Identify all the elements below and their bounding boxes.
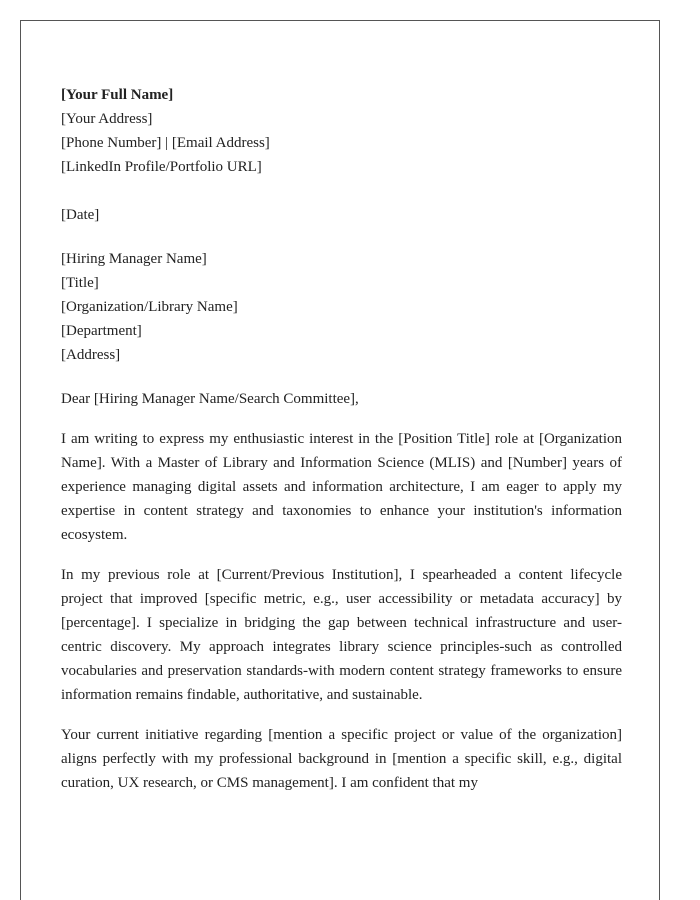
recipient-organization: [Organization/Library Name] bbox=[61, 299, 238, 315]
recipient-address: [Address] bbox=[61, 347, 121, 363]
date-block bbox=[61, 203, 622, 227]
recipient-department: [Department] bbox=[61, 323, 142, 339]
body-paragraph: In my previous role at [Current/Previous Institution], I spearheaded a content lifecycle project that improved [specific metric, e.g., user accessibility or metadata accuracy] by [percentage]. I specialize in bridging the gap between technical infrastructure and user-centric discovery. My approach integrates library science principles-such as controlled vocabularies and preservation standards-with modern content strategy frameworks to ensure information remains findable, authoritative, and sustainable. bbox=[61, 567, 622, 703]
letter-date: [Date] bbox=[61, 207, 100, 223]
salutation-block bbox=[61, 387, 622, 411]
letter-page bbox=[20, 20, 660, 900]
body-paragraph: I am writing to express my enthusiastic interest in the [Position Title] role at [Organization Name]. With a Master of Library and Information Science (MLIS) and [Number] years of experience managing digital assets and information architecture, I am eager to apply my expertise in content strategy and taxonomies to enhance your institution's information ecosystem. bbox=[61, 431, 622, 543]
sender-block bbox=[61, 83, 622, 179]
body-paragraph: Your current initiative regarding [mention a specific project or value of the organization] aligns perfectly with my professional background in [mention a specific skill, e.g., digital curation, UX research, or CMS management]. I am confident that my bbox=[61, 727, 622, 791]
recipient-title: [Title] bbox=[61, 275, 99, 291]
salutation: Dear [Hiring Manager Name/Search Committee], bbox=[61, 391, 359, 407]
letter-paragraphs bbox=[61, 427, 622, 795]
recipient-block bbox=[61, 247, 622, 367]
recipient-name: [Hiring Manager Name] bbox=[61, 251, 207, 267]
sender-profile-url: [LinkedIn Profile/Portfolio URL] bbox=[61, 159, 262, 175]
sender-contact: [Phone Number] | [Email Address] bbox=[61, 135, 270, 151]
sender-full-name: [Your Full Name] bbox=[61, 87, 174, 103]
letter-body bbox=[61, 83, 622, 795]
sender-address: [Your Address] bbox=[61, 111, 153, 127]
